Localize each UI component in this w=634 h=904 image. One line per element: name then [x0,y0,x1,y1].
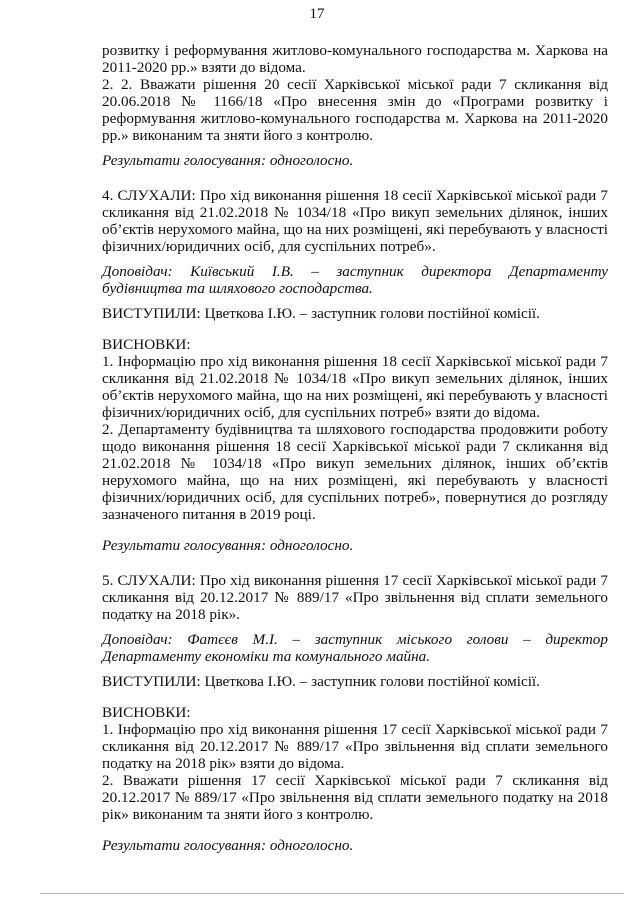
voting-result: Результати голосування: одноголосно. [102,537,354,554]
item4-conclusion-1: 1. Інформацію про хід виконання рішення 18 сесії Харківської міської ради 7 скликання від 21.02.2018 № 1034/18 «Про викуп земельних ділянок, інших об’єктів нерухомого майна, що на них розміщені, які перебувають у власності фізичних/юридичних осіб, для суспільних потреб» взяти до відома. [102,353,608,421]
page-bottom-edge [40,893,624,894]
paragraph-previous-continuation: розвитку і реформування житлово-комунального господарства м. Харкова на 2011-2020 рр.» взяти до відома. [102,42,608,76]
item5-reporter: Доповідач: Фатєєв М.І. – заступник міського голови – директор Департаменту економіки та комунального майна. [102,631,608,665]
voting-result: Результати голосування: одноголосно. [102,152,354,169]
paragraph-previous-item-2: 2. 2. Вважати рішення 20 сесії Харківської міської ради 7 скликання від 20.06.2018 № 1166/18 «Про внесення змін до «Програми розвитку і реформування житлово-комунального господарства м. Харкова на 2011-2020 рр.» виконаним та зняти його з контролю. [102,76,608,144]
item4-conclusion-2: 2. Департаменту будівництва та шляхового господарства продовжити роботу щодо виконання рішення 18 сесії Харківської міської ради 7 скликання від 21.02.2018 № 1034/18 «Про викуп земельних ділянок, інших об’єктів нерухомого майна, що на них розміщені, які перебувають у власності фізичних/юридичних осіб, для суспільних потреб», повернутися до розгляду зазначеного питання в 2019 році. [102,421,608,523]
item4-conclusions-heading: ВИСНОВКИ: [102,336,191,353]
voting-result: Результати голосування: одноголосно. [102,837,354,854]
item5-conclusions-heading: ВИСНОВКИ: [102,704,191,721]
item5-heard: 5. СЛУХАЛИ: Про хід виконання рішення 17 сесії Харківської міської ради 7 скликання від 20.12.2017 № 889/17 «Про звільнення від сплати земельного податку на 2018 рік». [102,572,608,623]
item4-reporter: Доповідач: Київський І.В. – заступник директора Департаменту будівництва та шляхового господарства. [102,263,608,297]
item4-spoke: ВИСТУПИЛИ: Цветкова І.Ю. – заступник голови постійної комісії. [102,305,540,322]
item5-conclusion-2: 2. Вважати рішення 17 сесії Харківської міської ради 7 скликання від 20.12.2017 № 889/17 «Про звільнення від сплати земельного податку на 2018 рік» виконаним та зняти його з контролю. [102,772,608,823]
item4-heard: 4. СЛУХАЛИ: Про хід виконання рішення 18 сесії Харківської міської ради 7 скликання від 21.02.2018 № 1034/18 «Про викуп земельних ділянок, інших об’єктів нерухомого майна, що на них розміщені, які перебувають у власності фізичних/юридичних осіб, для суспільних потреб». [102,187,608,255]
page-number: 17 [309,6,325,22]
item5-conclusion-1: 1. Інформацію про хід виконання рішення 17 сесії Харківської міської ради 7 скликання від 20.12.2017 № 889/17 «Про звільнення від сплати земельного податку на 2018 рік» взяти до відома. [102,721,608,772]
item5-spoke: ВИСТУПИЛИ: Цветкова І.Ю. – заступник голови постійної комісії. [102,673,540,690]
document-body [102,0,608,854]
